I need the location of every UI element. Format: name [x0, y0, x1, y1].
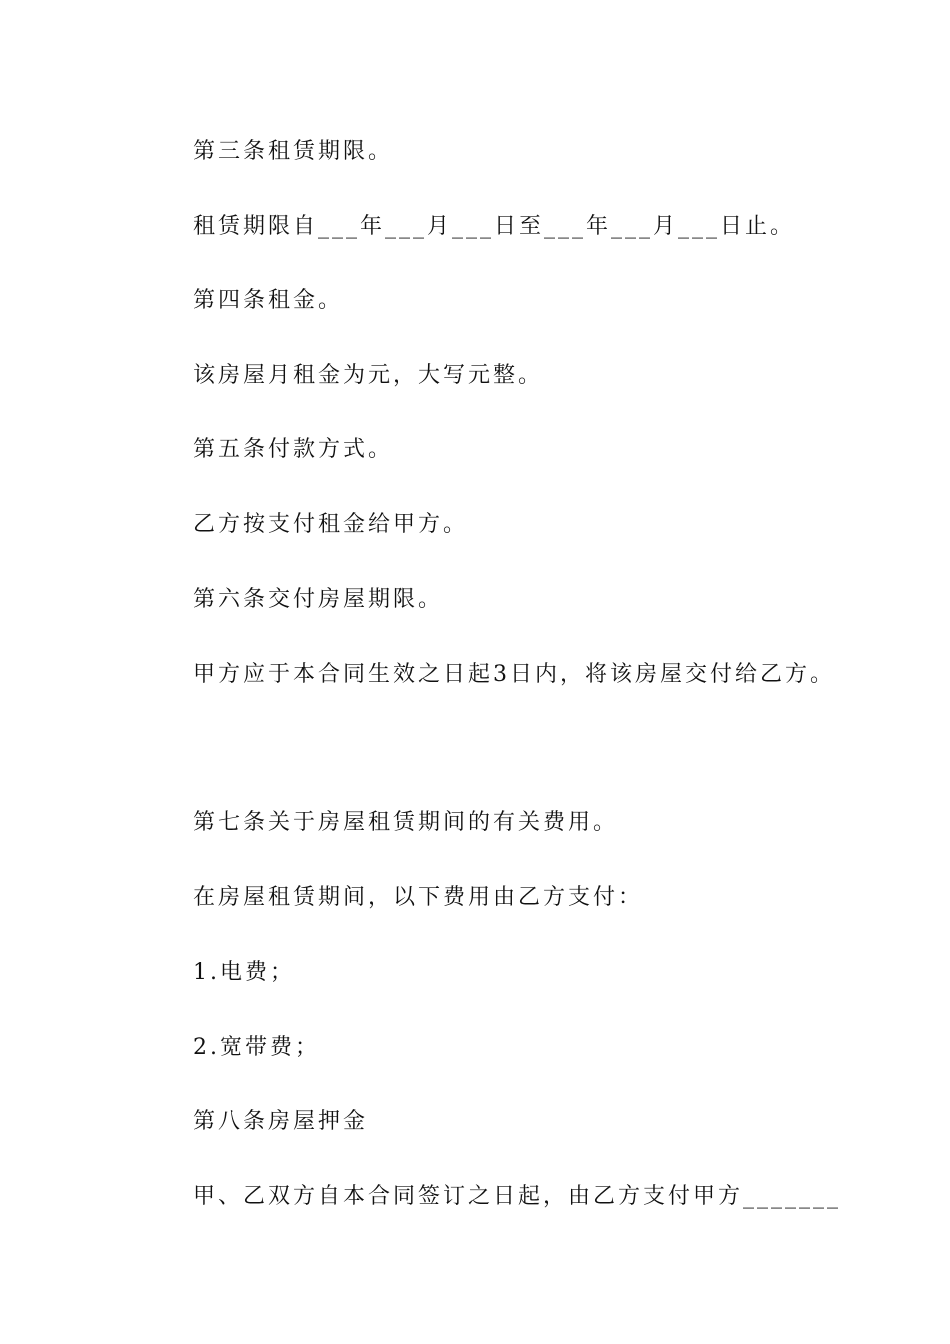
- fee-item-electricity: 1.电费；: [193, 960, 295, 985]
- fees-intro-text: 在房屋租赁期间，以下费用由乙方支付：: [193, 885, 644, 910]
- clause-8-heading: 第八条房屋押金: [193, 1109, 369, 1134]
- clause-6-heading: 第六条交付房屋期限。: [193, 587, 444, 612]
- clause-5-heading: 第五条付款方式。: [193, 437, 394, 462]
- clause-7-heading: 第七条关于房屋租赁期间的有关费用。: [193, 810, 619, 835]
- clause-4-heading: 第四条租金。: [193, 288, 344, 313]
- delivery-text: 甲方应于本合同生效之日起3日内，将该房屋交付给乙方。: [193, 662, 835, 687]
- rent-text: 该房屋月租金为元，大写元整。: [193, 363, 544, 388]
- clause-3-heading: 第三条租赁期限。: [193, 139, 394, 164]
- payment-text: 乙方按支付租金给甲方。: [193, 512, 469, 537]
- fee-item-broadband: 2.宽带费；: [193, 1035, 320, 1060]
- lease-term-text: 租赁期限自___年___月___日至___年___月___日止。: [193, 214, 796, 239]
- deposit-text: 甲、乙双方自本合同签订之日起，由乙方支付甲方_______: [193, 1184, 842, 1209]
